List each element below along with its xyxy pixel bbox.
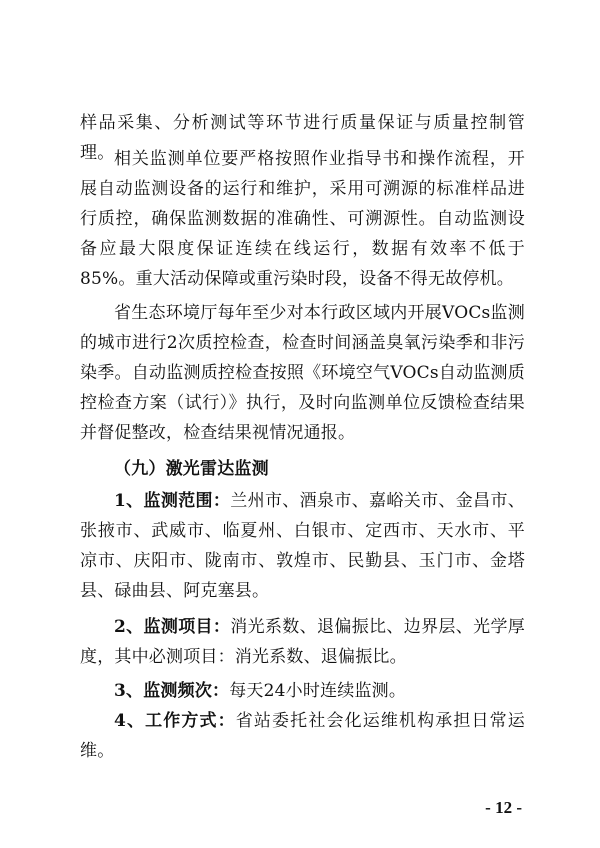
- item-label: 3、监测频次：: [114, 681, 230, 701]
- page-number: - 12 -: [485, 798, 522, 817]
- paragraph-quality-control: 样品采集、分析测试等环节进行质量保证与质量控制管理。: [80, 113, 525, 163]
- item-label: 1、监测范围：: [114, 491, 231, 511]
- section-heading-lidar: （九）激光雷达监测: [114, 459, 269, 479]
- item-text: 消光系数、退偏振比、边界层、光学厚度，其中必测项目：消光系数、退偏振比。: [80, 617, 526, 667]
- item-text: 每天24小时连续监测。: [229, 681, 407, 701]
- paragraph-monitoring-units: 相关监测单位要严格按照作业指导书和操作流程，开展自动监测设备的运行和维护，采用可溯源的标准样品进行质控，确保监测数据的准确性、可溯源性。自动监测设备应最大限度保证连续在线运行，数据有效率不低于85%。重大活动保障或重污染时段，设备不得无故停机。: [80, 149, 525, 289]
- item-monitoring-items: [80, 612, 525, 672]
- item-monitoring-scope: [80, 486, 525, 606]
- item-monitoring-frequency: [80, 676, 525, 706]
- item-text: 兰州市、酒泉市、嘉峪关市、金昌市、张掖市、武威市、临夏州、白银市、定西市、天水市、平凉市、庆阳市、陇南市、敦煌市、民勤县、玉门市、金塔县、碌曲县、阿克塞县。: [80, 491, 526, 601]
- item-label: 2、监测项目：: [114, 617, 231, 637]
- item-work-method: [80, 706, 525, 766]
- item-label: 4、工作方式：: [114, 711, 236, 731]
- item-text: 省站委托社会化运维机构承担日常运维。: [80, 711, 526, 761]
- paragraph-provincial-check: 省生态环境厅每年至少对本行政区域内开展VOCs监测的城市进行2次质控检查，检查时间涵盖臭氧污染季和非污染季。自动监测质控检查按照《环境空气VOCs自动监测质控检查方案（试行）》执行，及时向监测单位反馈检查结果并督促整改，检查结果视情况通报。: [80, 303, 525, 443]
